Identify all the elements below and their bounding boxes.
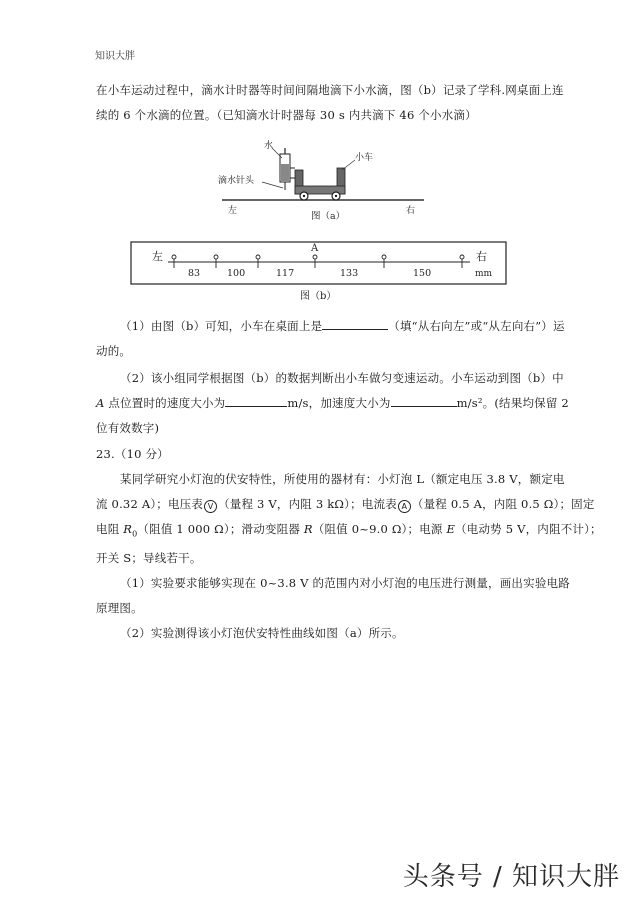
drip-timer-illustration (280, 148, 295, 190)
question-1-line-1 (96, 314, 566, 339)
question-2 (96, 366, 569, 441)
problem-23-line-1: 某同学研究小灯泡的伏安特性，所使用的器材有：小灯泡 L（额定电压 3.8 V，额定电 (120, 472, 565, 486)
variable-r0: R (123, 522, 133, 536)
problem-23-line-3 (96, 517, 602, 546)
figure-b-unit: mm (475, 269, 493, 279)
nozzle-leader-line (262, 182, 283, 188)
intro-paragraph (96, 78, 566, 128)
direction-answer-blank[interactable] (322, 317, 388, 330)
figure-a-caption: 图（a） (311, 211, 346, 222)
problem-23-q1-line-2: 原理图。 (96, 601, 143, 616)
variable-e: E (446, 522, 456, 536)
label-nozzle: 滴水针头 (218, 176, 255, 186)
problem-23-text-a: 流 0.32 A）；电压表 (96, 497, 204, 511)
page-header: 知识大胖 (95, 51, 135, 62)
cart-illustration (295, 168, 345, 200)
problem-23-text-c4: （电动势 5 V，内阻不计）； (455, 522, 602, 536)
figure-b-label-right: 右 (476, 250, 487, 263)
label-car: 小车 (355, 153, 374, 163)
problem-23-text-c2: （阻值 1 000 Ω）；滑动变阻器 (137, 522, 304, 536)
problem-score: （10 分） (114, 447, 169, 461)
watermark: 头条号 / 知识大胖 (402, 862, 620, 892)
velocity-answer-blank[interactable] (225, 394, 287, 407)
label-left: 左 (228, 206, 238, 216)
question-2-line-1: （2）该小组同学根据图（b）的数据判断出小车做匀变速运动。小车运动到图（b）中 (120, 371, 564, 385)
question-1-line-2: 动的。 (96, 344, 132, 358)
water-leader-line (272, 148, 282, 158)
question-2-text-b: m/s，加速度大小为 (287, 396, 391, 410)
figure-b-label-left: 左 (152, 250, 163, 263)
figure-b-diagram (130, 234, 510, 306)
problem-23-q1-line-1: （1）实验要求能够实现在 0~3.8 V 的范围内对小灯泡的电压进行测量，画出实验电路 (120, 576, 570, 591)
subscript-zero: 0 (132, 529, 138, 539)
question-2-line-2 (96, 391, 569, 416)
segment-label: 117 (276, 268, 295, 279)
question-1-text-b: （填“从右向左”或“从左向右”）运 (388, 319, 565, 333)
variable-a: A (96, 396, 105, 410)
problem-number: 23. (96, 447, 115, 461)
problem-23-line-4: 开关 S；导线若干。 (96, 551, 202, 566)
problem-23-text-c1: 电阻 (96, 522, 124, 536)
intro-line-1: 在小车运动过程中，滴水计时器等时间间隔地滴下小水滴，图（b）记录了学科.网桌面上连 (96, 83, 564, 97)
problem-23-line-2 (96, 492, 595, 517)
problem-23-text-c3: （阻值 0~9.0 Ω）；电源 (312, 522, 447, 536)
figure-a-diagram (200, 138, 440, 228)
question-2-text-a: 点位置时的速度大小为 (104, 396, 226, 410)
intro-line-2: 续的 6 个水滴的位置。（已知滴水计时器每 30 s 内共滴下 46 个小水滴） (96, 108, 477, 122)
label-water: 水 (264, 141, 274, 151)
problem-23 (96, 442, 602, 646)
question-2-text-c: m/s²。(结果均保留 2 (456, 396, 569, 410)
acceleration-answer-blank[interactable] (391, 394, 457, 407)
segment-label: 100 (227, 268, 246, 279)
ammeter-icon: A (398, 500, 411, 513)
question-1 (96, 314, 566, 364)
problem-23-heading (96, 442, 566, 467)
question-2-line-3: 位有效数字) (96, 421, 160, 435)
segment-label: 133 (340, 268, 359, 279)
variable-r: R (303, 522, 313, 536)
problem-23-text-b: （量程 3 V，内阻 3 kΩ）；电流表 (218, 497, 397, 511)
problem-23-text-c: （量程 0.5 A，内阻 0.5 Ω）；固定 (411, 497, 595, 511)
car-leader-line (342, 160, 355, 170)
segment-label: 83 (188, 268, 201, 279)
problem-23-q2-line-1: （2）实验测得该小灯泡伏安特性曲线如图（a）所示。 (120, 626, 404, 641)
figure-b-caption: 图（b） (300, 291, 337, 302)
segment-label: 150 (413, 268, 432, 279)
voltmeter-icon: V (204, 500, 217, 513)
question-1-text-a: （1）由图（b）可知，小车在桌面上是 (120, 319, 323, 333)
label-right: 右 (406, 206, 416, 216)
point-a-label: A (311, 243, 319, 254)
